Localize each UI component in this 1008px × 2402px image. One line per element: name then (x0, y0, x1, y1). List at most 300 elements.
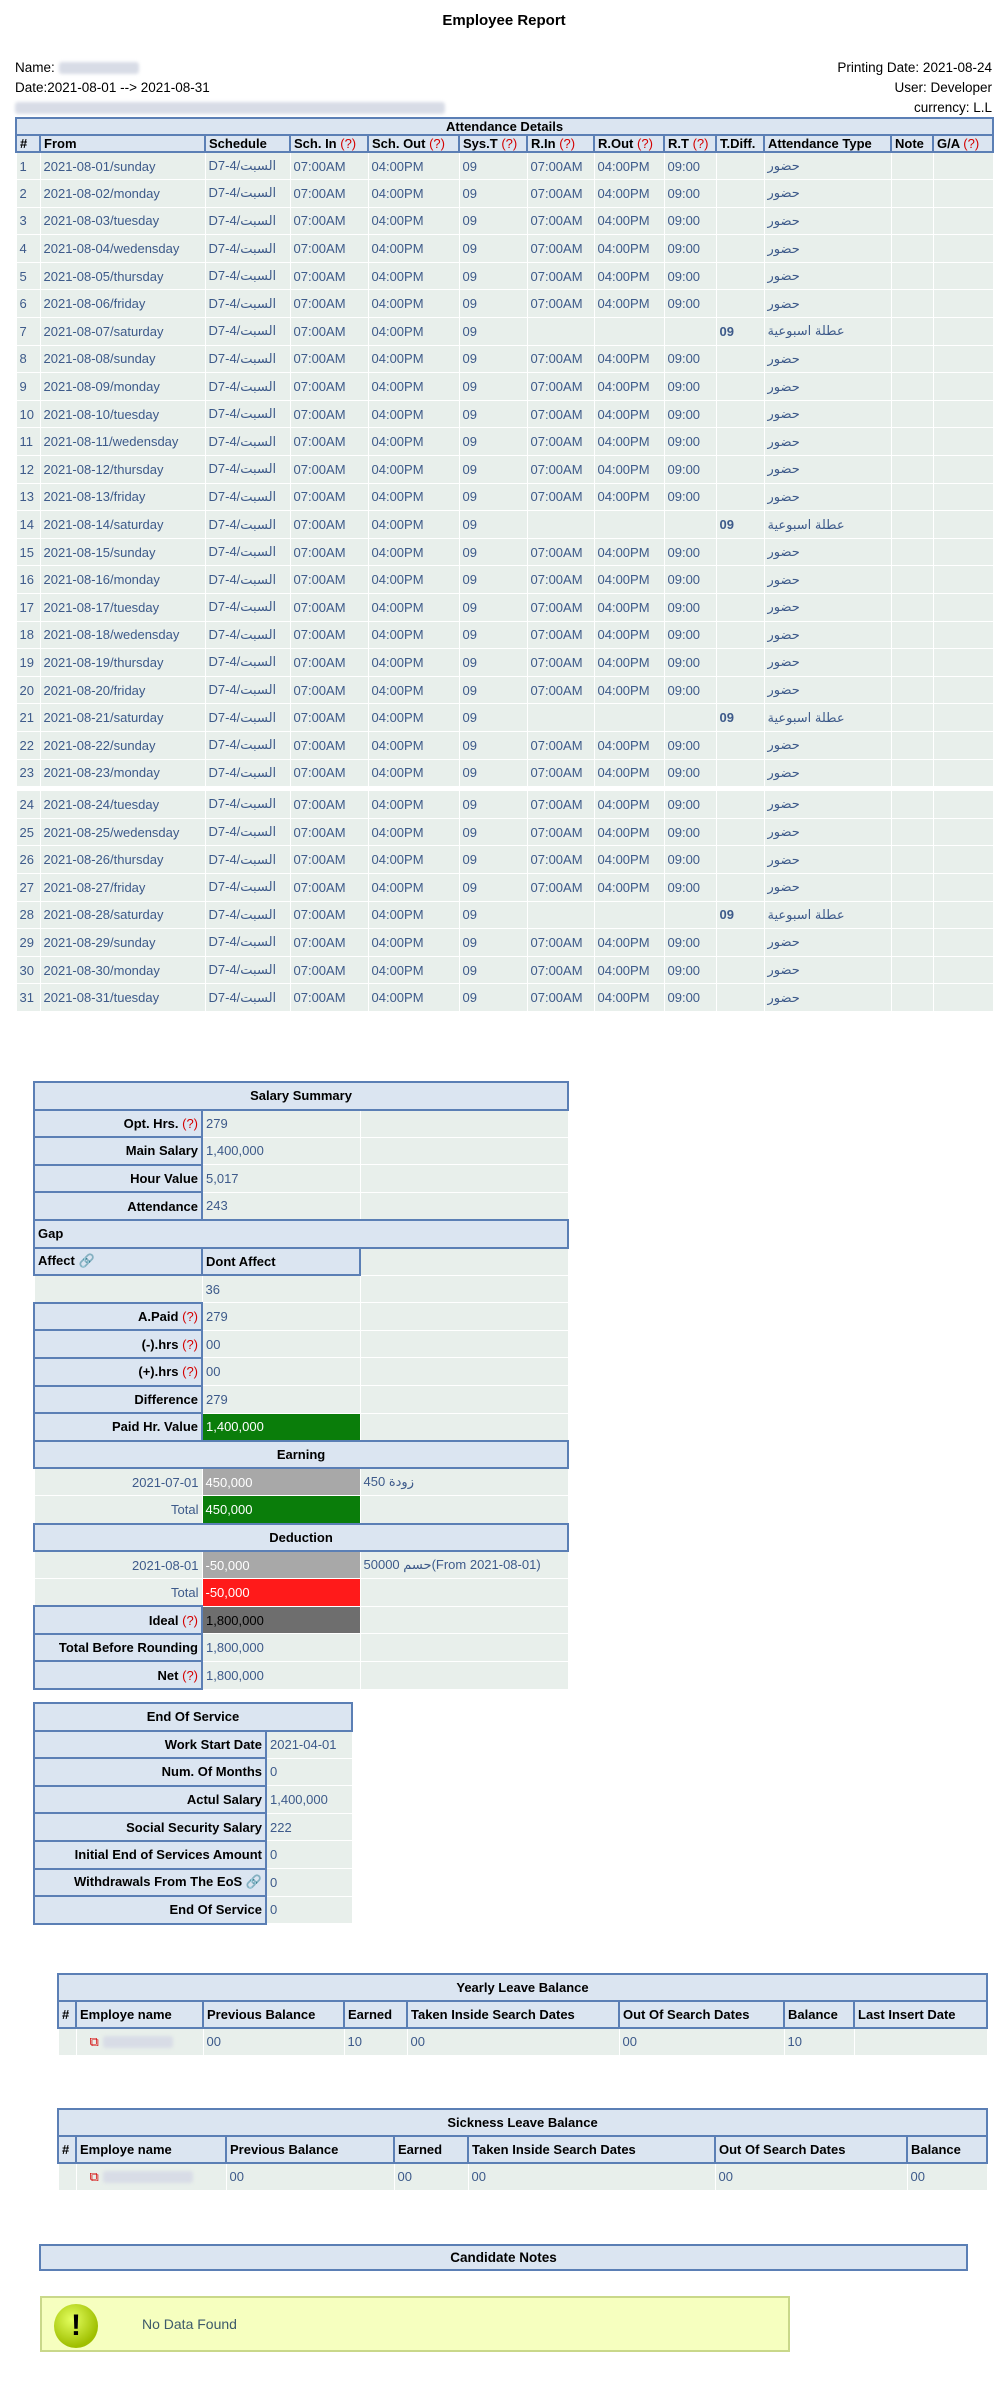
attendance-cell: 04:00PM (368, 345, 459, 373)
attendance-cell (891, 873, 933, 901)
attendance-row (16, 345, 993, 373)
attendance-cell: 2021-08-03/tuesday (40, 207, 205, 235)
attendance-cell (716, 262, 764, 290)
report-header-left (15, 58, 445, 118)
attendance-cell: 04:00PM (594, 984, 664, 1012)
sl-earned: 00 (394, 2163, 468, 2190)
attendance-cell: 09 (459, 400, 527, 428)
tbr-label: Total Before Rounding (34, 1634, 202, 1662)
attendance-cell: 09 (459, 318, 527, 346)
salary-title: Salary Summary (34, 1082, 568, 1110)
attendance-cell (716, 929, 764, 957)
attendance-cell (891, 901, 933, 929)
attendance-cell: حضور (764, 846, 891, 874)
attendance-cell (716, 373, 764, 401)
attendance-cell (716, 759, 764, 787)
attendance-cell: 09:00 (664, 956, 716, 984)
link-icon[interactable]: 🔗 (245, 1874, 262, 1890)
minus-hrs-value: 00 (202, 1330, 360, 1358)
attendance-cell: 07:00AM (290, 483, 368, 511)
tbr-row (34, 1634, 568, 1662)
ideal-value: 1,800,000 (202, 1606, 360, 1634)
attendance-cell: 3 (16, 207, 40, 235)
attendance-cell: 04:00PM (594, 428, 664, 456)
work-start-value: 2021-04-01 (266, 1731, 352, 1759)
attendance-cell (891, 400, 933, 428)
help-icon[interactable]: (?) (182, 1336, 198, 1352)
sickness-leave-title: Sickness Leave Balance (58, 2109, 987, 2136)
help-icon[interactable]: (?) (182, 1612, 198, 1628)
attendance-cell: 09:00 (664, 235, 716, 263)
attendance-value: 243 (202, 1192, 360, 1220)
main-salary-row (34, 1137, 568, 1165)
attendance-cell: 04:00PM (368, 290, 459, 318)
attendance-cell (527, 901, 594, 929)
leave-col-header: Out Of Search Dates (715, 2136, 907, 2163)
attendance-row (16, 901, 993, 929)
attendance-cell: D7-4/السبت (205, 956, 290, 984)
attendance-cell: 07:00AM (527, 621, 594, 649)
attendance-cell (891, 538, 933, 566)
attendance-row (16, 846, 993, 874)
attendance-cell: 07:00AM (527, 207, 594, 235)
attendance-cell: حضور (764, 566, 891, 594)
name-label: Name: (15, 60, 55, 75)
attendance-cell (594, 511, 664, 539)
employee-name-cell (76, 2163, 226, 2190)
attendance-cell: حضور (764, 731, 891, 759)
attendance-cell: 04:00PM (594, 152, 664, 180)
attendance-cell: 07:00AM (527, 929, 594, 957)
attendance-cell: 07:00AM (527, 846, 594, 874)
yl-balance: 10 (784, 2028, 854, 2055)
attendance-cell: D7-4/السبت (205, 180, 290, 208)
attendance-cell: 2021-08-15/sunday (40, 538, 205, 566)
hour-value-label: Hour Value (34, 1165, 202, 1193)
attendance-cell: 15 (16, 538, 40, 566)
attendance-cell (891, 594, 933, 622)
leave-col-header: Last Insert Date (854, 2001, 987, 2028)
ideal-row (34, 1606, 568, 1634)
attendance-cell: 04:00PM (594, 621, 664, 649)
attendance-cell: D7-4/السبت (205, 318, 290, 346)
gap-value-row (34, 1275, 568, 1303)
attendance-cell: 04:00PM (368, 984, 459, 1012)
attendance-cell: D7-4/السبت (205, 731, 290, 759)
attendance-cell: D7-4/السبت (205, 929, 290, 957)
dont-affect-label: Dont Affect (202, 1248, 360, 1276)
help-icon[interactable]: (?) (963, 136, 980, 151)
leave-col-header: Earned (344, 2001, 407, 2028)
help-icon[interactable]: (?) (182, 1364, 198, 1380)
attendance-cell: 18 (16, 621, 40, 649)
attendance-cell: 30 (16, 956, 40, 984)
attendance-cell: 09 (459, 731, 527, 759)
help-icon[interactable]: (?) (429, 136, 445, 151)
attendance-cell: D7-4/السبت (205, 818, 290, 846)
attendance-cell: 04:00PM (368, 704, 459, 732)
attendance-cell: 09:00 (664, 345, 716, 373)
attendance-cell: حضور (764, 428, 891, 456)
attendance-cell (933, 791, 993, 819)
sickness-leave-table (57, 2108, 988, 2191)
report-header-right (837, 58, 992, 118)
help-icon[interactable]: (?) (182, 1115, 198, 1131)
help-icon[interactable]: (?) (559, 136, 576, 151)
attendance-cell (716, 235, 764, 263)
attendance-cell: 09 (459, 929, 527, 957)
earning-date: 2021-07-01 (34, 1468, 202, 1496)
attendance-cell (716, 538, 764, 566)
attendance-cell: 04:00PM (594, 649, 664, 677)
net-row (34, 1661, 568, 1689)
no-data-box (40, 2296, 790, 2352)
attendance-cell: D7-4/السبت (205, 290, 290, 318)
attendance-cell: 04:00PM (368, 235, 459, 263)
attendance-cell (891, 318, 933, 346)
net-value: 1,800,000 (202, 1661, 360, 1689)
opt-hrs-value: 279 (202, 1110, 360, 1138)
sl-prev: 00 (226, 2163, 394, 2190)
attendance-cell: 04:00PM (368, 956, 459, 984)
attendance-cell: 09 (716, 901, 764, 929)
attendance-cell (716, 984, 764, 1012)
attendance-cell: 04:00PM (368, 428, 459, 456)
attendance-cell: 22 (16, 731, 40, 759)
attendance-cell: 2021-08-18/wedensday (40, 621, 205, 649)
leave-col-header: Balance (907, 2136, 987, 2163)
attendance-col-header: R.T (?) (664, 135, 716, 152)
attendance-cell (933, 594, 993, 622)
attendance-cell: 09 (459, 373, 527, 401)
help-icon[interactable]: (?) (182, 1667, 198, 1683)
attendance-cell: حضور (764, 400, 891, 428)
attendance-cell (891, 373, 933, 401)
attendance-cell: D7-4/السبت (205, 235, 290, 263)
opt-hrs-row (34, 1110, 568, 1138)
attendance-cell (716, 873, 764, 901)
attendance-cell (716, 290, 764, 318)
plus-hrs-label: (+).hrs (?) (34, 1358, 202, 1386)
eos-value: 0 (266, 1896, 352, 1924)
help-icon[interactable]: (?) (637, 136, 653, 151)
attendance-cell: 09 (459, 621, 527, 649)
attendance-cell (891, 428, 933, 456)
attendance-cell (716, 345, 764, 373)
printing-date: Printing Date: 2021-08-24 (837, 60, 992, 75)
attendance-title: Attendance Details (16, 118, 993, 135)
attendance-cell: 2021-08-01/sunday (40, 152, 205, 180)
ideal-label: Ideal (?) (34, 1606, 202, 1634)
sickness-leave-row (58, 2163, 987, 2190)
attendance-cell (891, 791, 933, 819)
attendance-cell (933, 428, 993, 456)
difference-label: Difference (34, 1386, 202, 1414)
pdf-icon[interactable]: ⧉ (89, 2168, 99, 2184)
attendance-col-header: # (16, 135, 40, 152)
attendance-cell: 09 (716, 704, 764, 732)
attendance-cell: 07:00AM (290, 759, 368, 787)
attendance-cell: حضور (764, 984, 891, 1012)
user-line: User: Developer (894, 80, 992, 95)
paid-hr-value: 1,400,000 (202, 1413, 360, 1441)
deduction-title: Deduction (34, 1524, 568, 1552)
department-line (15, 98, 445, 118)
attendance-cell (933, 152, 993, 180)
attendance-cell: حضور (764, 483, 891, 511)
attendance-cell (891, 731, 933, 759)
ss-salary-value: 222 (266, 1813, 352, 1841)
deduction-date: 2021-08-01 (34, 1551, 202, 1579)
attendance-cell: 04:00PM (594, 262, 664, 290)
attendance-cell: 07:00AM (527, 873, 594, 901)
attendance-row (34, 1192, 568, 1220)
attendance-cell: 04:00PM (368, 483, 459, 511)
initial-eos-label: Initial End of Services Amount (34, 1841, 266, 1869)
leave-col-header: Previous Balance (203, 2001, 344, 2028)
attendance-cell: 21 (16, 704, 40, 732)
attendance-col-header: Sys.T (?) (459, 135, 527, 152)
paid-hr-label: Paid Hr. Value (34, 1413, 202, 1441)
attendance-cell: 09 (459, 791, 527, 819)
attendance-cell (891, 649, 933, 677)
yl-taken: 00 (407, 2028, 619, 2055)
attendance-cell: 2021-08-17/tuesday (40, 594, 205, 622)
help-icon[interactable]: (?) (182, 1309, 198, 1325)
attendance-cell (716, 400, 764, 428)
attendance-cell: حضور (764, 373, 891, 401)
attendance-cell (716, 956, 764, 984)
attendance-cell: 2021-08-23/monday (40, 759, 205, 787)
attendance-cell: 07:00AM (527, 759, 594, 787)
attendance-cell: 09 (459, 901, 527, 929)
pdf-icon[interactable]: ⧉ (89, 2033, 99, 2049)
tbr-value: 1,800,000 (202, 1634, 360, 1662)
attendance-row (16, 873, 993, 901)
attendance-cell: 04:00PM (368, 649, 459, 677)
attendance-cell: 2021-08-05/thursday (40, 262, 205, 290)
gap-value: 36 (202, 1275, 360, 1303)
attendance-cell (891, 676, 933, 704)
attendance-cell: 19 (16, 649, 40, 677)
attendance-cell: حضور (764, 290, 891, 318)
attendance-cell: 04:00PM (594, 235, 664, 263)
attendance-row (16, 207, 993, 235)
attendance-cell: 07:00AM (290, 818, 368, 846)
attendance-cell: عطلة اسبوعية (764, 901, 891, 929)
attendance-cell: 17 (16, 594, 40, 622)
attendance-cell: 09 (459, 594, 527, 622)
eos-label: End Of Service (34, 1896, 266, 1924)
attendance-col-header: Attendance Type (764, 135, 891, 152)
currency-line: currency: L.L (913, 100, 992, 115)
attendance-cell: 2021-08-13/friday (40, 483, 205, 511)
help-icon[interactable]: (?) (340, 136, 357, 151)
attendance-cell: 29 (16, 929, 40, 957)
attendance-cell: 07:00AM (290, 262, 368, 290)
attendance-cell: 09 (459, 759, 527, 787)
attendance-cell: حضور (764, 649, 891, 677)
attendance-cell: 09 (459, 290, 527, 318)
leave-col-header: Employe name (76, 2001, 203, 2028)
attendance-cell: 07:00AM (290, 180, 368, 208)
attendance-row (16, 373, 993, 401)
main-salary-value: 1,400,000 (202, 1137, 360, 1165)
attendance-cell: 09:00 (664, 566, 716, 594)
leave-col-header: Earned (394, 2136, 468, 2163)
attendance-row (16, 290, 993, 318)
attendance-cell: D7-4/السبت (205, 345, 290, 373)
attendance-cell: 07:00AM (527, 566, 594, 594)
yearly-leave-row (58, 2028, 987, 2055)
attendance-cell (594, 318, 664, 346)
plus-hrs-row (34, 1358, 568, 1386)
attendance-cell: حضور (764, 818, 891, 846)
attendance-cell: 09 (459, 818, 527, 846)
attendance-cell: 07:00AM (527, 400, 594, 428)
link-icon[interactable]: 🔗 (78, 1253, 95, 1269)
earning-title: Earning (34, 1441, 568, 1469)
attendance-cell: 09:00 (664, 207, 716, 235)
attendance-cell (716, 428, 764, 456)
attendance-cell (716, 566, 764, 594)
leave-col-header: Taken Inside Search Dates (407, 2001, 619, 2028)
earning-value: 450,000 (202, 1468, 360, 1496)
attendance-cell: 07:00AM (527, 791, 594, 819)
apaid-value: 279 (202, 1303, 360, 1331)
actual-salary-value: 1,400,000 (266, 1786, 352, 1814)
attendance-cell: 2021-08-10/tuesday (40, 400, 205, 428)
attendance-cell (664, 704, 716, 732)
attendance-cell: D7-4/السبت (205, 566, 290, 594)
attendance-cell: حضور (764, 262, 891, 290)
attendance-cell: 09:00 (664, 649, 716, 677)
attendance-cell: 04:00PM (594, 400, 664, 428)
attendance-cell: 09:00 (664, 731, 716, 759)
attendance-cell: 04:00PM (368, 538, 459, 566)
attendance-cell: 07:00AM (290, 984, 368, 1012)
attendance-cell: 2021-08-08/sunday (40, 345, 205, 373)
attendance-cell (891, 207, 933, 235)
attendance-cell: 13 (16, 483, 40, 511)
attendance-cell: 07:00AM (290, 621, 368, 649)
attendance-cell: 09:00 (664, 538, 716, 566)
name-redacted (59, 62, 139, 74)
attendance-cell: 07:00AM (290, 649, 368, 677)
attendance-cell (891, 483, 933, 511)
deduction-total-label: Total (34, 1579, 202, 1607)
difference-value: 279 (202, 1386, 360, 1414)
warning-icon: ! (54, 2304, 98, 2348)
attendance-cell: 04:00PM (368, 929, 459, 957)
attendance-cell (933, 318, 993, 346)
attendance-cell: 09:00 (664, 152, 716, 180)
attendance-row (16, 262, 993, 290)
attendance-cell: 09 (459, 428, 527, 456)
attendance-cell: حضور (764, 791, 891, 819)
attendance-cell (933, 984, 993, 1012)
attendance-cell: 09 (459, 538, 527, 566)
attendance-cell: 2021-08-21/saturday (40, 704, 205, 732)
help-icon[interactable]: (?) (692, 136, 709, 151)
attendance-cell: 2021-08-11/wedensday (40, 428, 205, 456)
attendance-cell: 9 (16, 373, 40, 401)
attendance-cell: 04:00PM (368, 262, 459, 290)
attendance-cell: 07:00AM (290, 538, 368, 566)
attendance-cell (933, 345, 993, 373)
apaid-label: A.Paid (?) (34, 1303, 202, 1331)
leave-col-header: Employe name (76, 2136, 226, 2163)
months-value: 0 (266, 1758, 352, 1786)
date-range: Date:2021-08-01 --> 2021-08-31 (15, 80, 210, 95)
attendance-cell: 2021-08-25/wedensday (40, 818, 205, 846)
attendance-cell (716, 649, 764, 677)
attendance-cell: حضور (764, 152, 891, 180)
attendance-cell: D7-4/السبت (205, 621, 290, 649)
attendance-col-header: Sch. In (?) (290, 135, 368, 152)
attendance-cell: 07:00AM (290, 318, 368, 346)
attendance-cell: 09 (459, 262, 527, 290)
attendance-cell (664, 901, 716, 929)
attendance-cell (891, 511, 933, 539)
leave-col-header: # (58, 2001, 76, 2028)
attendance-cell: 04:00PM (594, 731, 664, 759)
attendance-cell: D7-4/السبت (205, 428, 290, 456)
attendance-cell (933, 901, 993, 929)
attendance-cell: 04:00PM (594, 483, 664, 511)
apaid-row (34, 1303, 568, 1331)
attendance-cell: 04:00PM (368, 621, 459, 649)
attendance-cell: 07:00AM (527, 483, 594, 511)
attendance-cell: 07:00AM (290, 290, 368, 318)
attendance-cell (933, 956, 993, 984)
attendance-cell (891, 984, 933, 1012)
attendance-cell: 2021-08-19/thursday (40, 649, 205, 677)
attendance-cell: 4 (16, 235, 40, 263)
help-icon[interactable]: (?) (501, 136, 518, 151)
ss-salary-label: Social Security Salary (34, 1813, 266, 1841)
yl-last (854, 2028, 987, 2055)
attendance-cell: 09:00 (664, 759, 716, 787)
attendance-cell: D7-4/السبت (205, 704, 290, 732)
attendance-cell (716, 152, 764, 180)
attendance-cell (933, 846, 993, 874)
attendance-cell: 04:00PM (594, 373, 664, 401)
attendance-cell: 07:00AM (290, 511, 368, 539)
attendance-cell: 07:00AM (527, 180, 594, 208)
attendance-cell (933, 180, 993, 208)
attendance-cell: 04:00PM (368, 207, 459, 235)
leave-col-header: # (58, 2136, 76, 2163)
deduction-value: -50,000 (202, 1551, 360, 1579)
attendance-cell: 09 (459, 649, 527, 677)
attendance-cell: 04:00PM (368, 759, 459, 787)
attendance-cell: 16 (16, 566, 40, 594)
attendance-cell (933, 759, 993, 787)
opt-hrs-label: Opt. Hrs. (?) (34, 1110, 202, 1138)
attendance-cell: 09:00 (664, 483, 716, 511)
attendance-cell: 10 (16, 400, 40, 428)
attendance-cell (891, 929, 933, 957)
attendance-cell (891, 566, 933, 594)
attendance-cell: D7-4/السبت (205, 901, 290, 929)
attendance-cell (527, 511, 594, 539)
yl-out: 00 (619, 2028, 784, 2055)
attendance-cell: عطلة اسبوعية (764, 704, 891, 732)
attendance-cell: D7-4/السبت (205, 483, 290, 511)
attendance-cell: 09 (459, 873, 527, 901)
attendance-cell: 09:00 (664, 846, 716, 874)
